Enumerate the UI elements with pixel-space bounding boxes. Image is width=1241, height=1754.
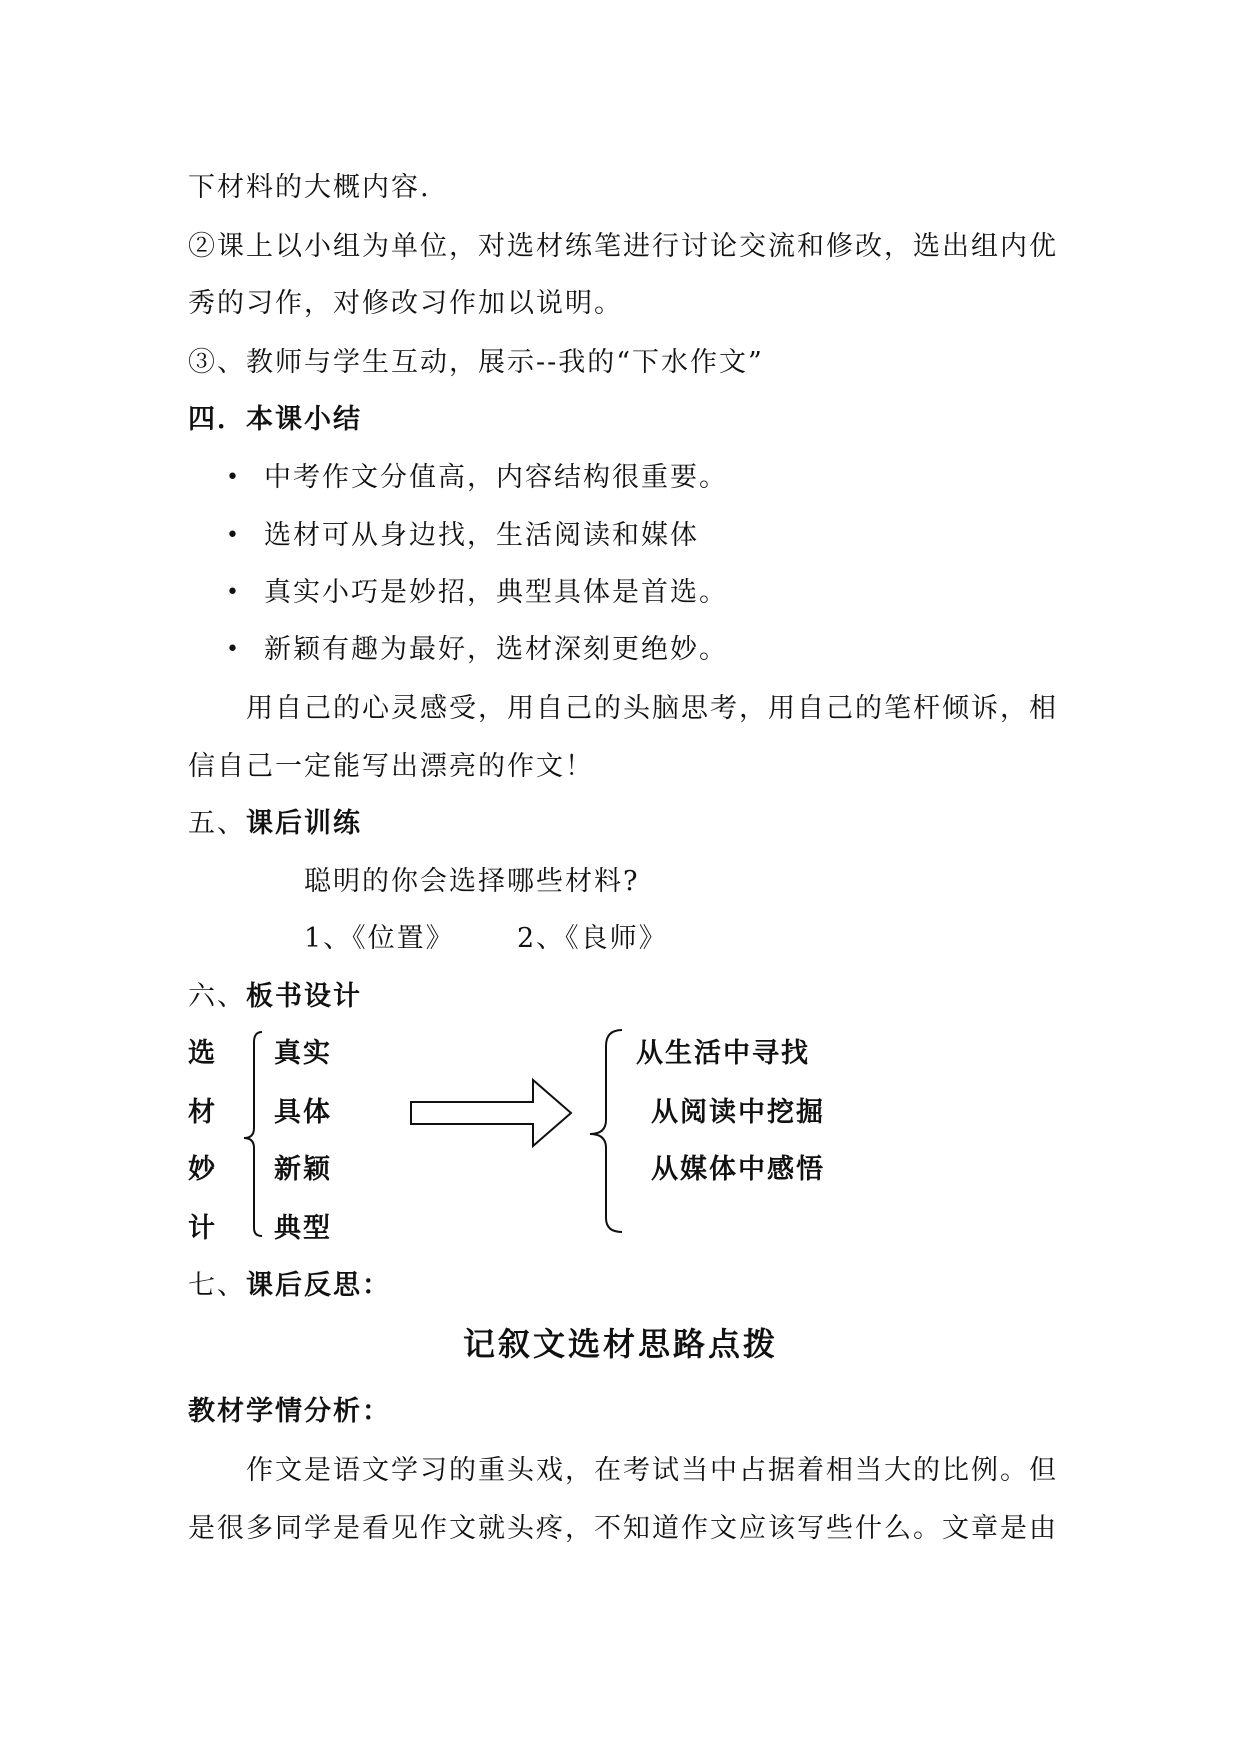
board-vertical-char: 材 bbox=[188, 1097, 217, 1128]
paragraph-line: 信自己一定能写出漂亮的作文！ bbox=[188, 751, 594, 782]
board-right-item: 从阅读中挖掘 bbox=[651, 1097, 825, 1128]
board-right-item: 从生活中寻找 bbox=[636, 1038, 810, 1069]
summary-bullet: 新颖有趣为最好，选材深刻更绝妙。 bbox=[264, 634, 728, 665]
summary-bullet: 选材可从身边找，生活阅读和媒体 bbox=[264, 520, 699, 551]
heading-text: 板书设计 bbox=[246, 981, 362, 1012]
heading-text: 课后训练 bbox=[246, 808, 362, 839]
paragraph-line: 作文是语文学习的重头戏，在考试当中占据着相当大的比例。但 bbox=[246, 1455, 1058, 1486]
paragraph-line: ③、教师与学生互动，展示--我的“下水作文” bbox=[188, 347, 764, 378]
document-title: 记叙文选材思路点拨 bbox=[462, 1325, 778, 1363]
board-middle-item: 新颖 bbox=[274, 1154, 332, 1185]
board-middle-item: 典型 bbox=[274, 1213, 332, 1244]
board-vertical-char: 计 bbox=[188, 1213, 217, 1244]
bullet-dot: • bbox=[226, 523, 239, 548]
bullet-dot: • bbox=[226, 580, 239, 605]
paragraph-line: 下材料的大概内容. bbox=[188, 172, 431, 203]
left-brace-icon bbox=[244, 1032, 262, 1236]
right-brace-icon bbox=[590, 1030, 622, 1232]
heading-text: 课后反思： bbox=[246, 1270, 391, 1301]
summary-bullet: 真实小巧是妙招，典型具体是首选。 bbox=[264, 577, 728, 608]
heading-prefix: 六、 bbox=[188, 981, 246, 1012]
board-middle-item: 具体 bbox=[274, 1097, 332, 1128]
paragraph-line: ②课上以小组为单位，对选材练笔进行讨论交流和修改，选出组内优 bbox=[188, 231, 1058, 262]
paragraph-line: 用自己的心灵感受，用自己的头脑思考，用自己的笔杆倾诉，相 bbox=[246, 693, 1058, 724]
section-heading: 四．本课小结 bbox=[188, 404, 362, 435]
section-heading: 教材学情分析： bbox=[188, 1396, 391, 1427]
bullet-dot: • bbox=[226, 637, 239, 662]
paragraph-line: 是很多同学是看见作文就头疼，不知道作文应该写些什么。文章是由 bbox=[188, 1513, 1058, 1544]
right-arrow-icon bbox=[411, 1080, 571, 1146]
board-vertical-char: 选 bbox=[188, 1038, 217, 1069]
exercise-item: 2、《良师》 bbox=[517, 923, 668, 954]
board-middle-item: 真实 bbox=[274, 1038, 332, 1069]
bullet-dot: • bbox=[226, 465, 239, 490]
section-heading bbox=[188, 1268, 391, 1304]
summary-bullet: 中考作文分值高，内容结构很重要。 bbox=[264, 462, 728, 493]
paragraph-line: 秀的习作，对修改习作加以说明。 bbox=[188, 288, 623, 319]
board-right-item: 从媒体中感悟 bbox=[651, 1154, 825, 1185]
heading-prefix: 七、 bbox=[188, 1270, 246, 1301]
exercise-item: 1、《位置》 bbox=[304, 923, 455, 954]
heading-prefix: 五、 bbox=[188, 808, 246, 839]
board-vertical-char: 妙 bbox=[188, 1154, 217, 1185]
question-line: 聪明的你会选择哪些材料? bbox=[304, 866, 640, 897]
